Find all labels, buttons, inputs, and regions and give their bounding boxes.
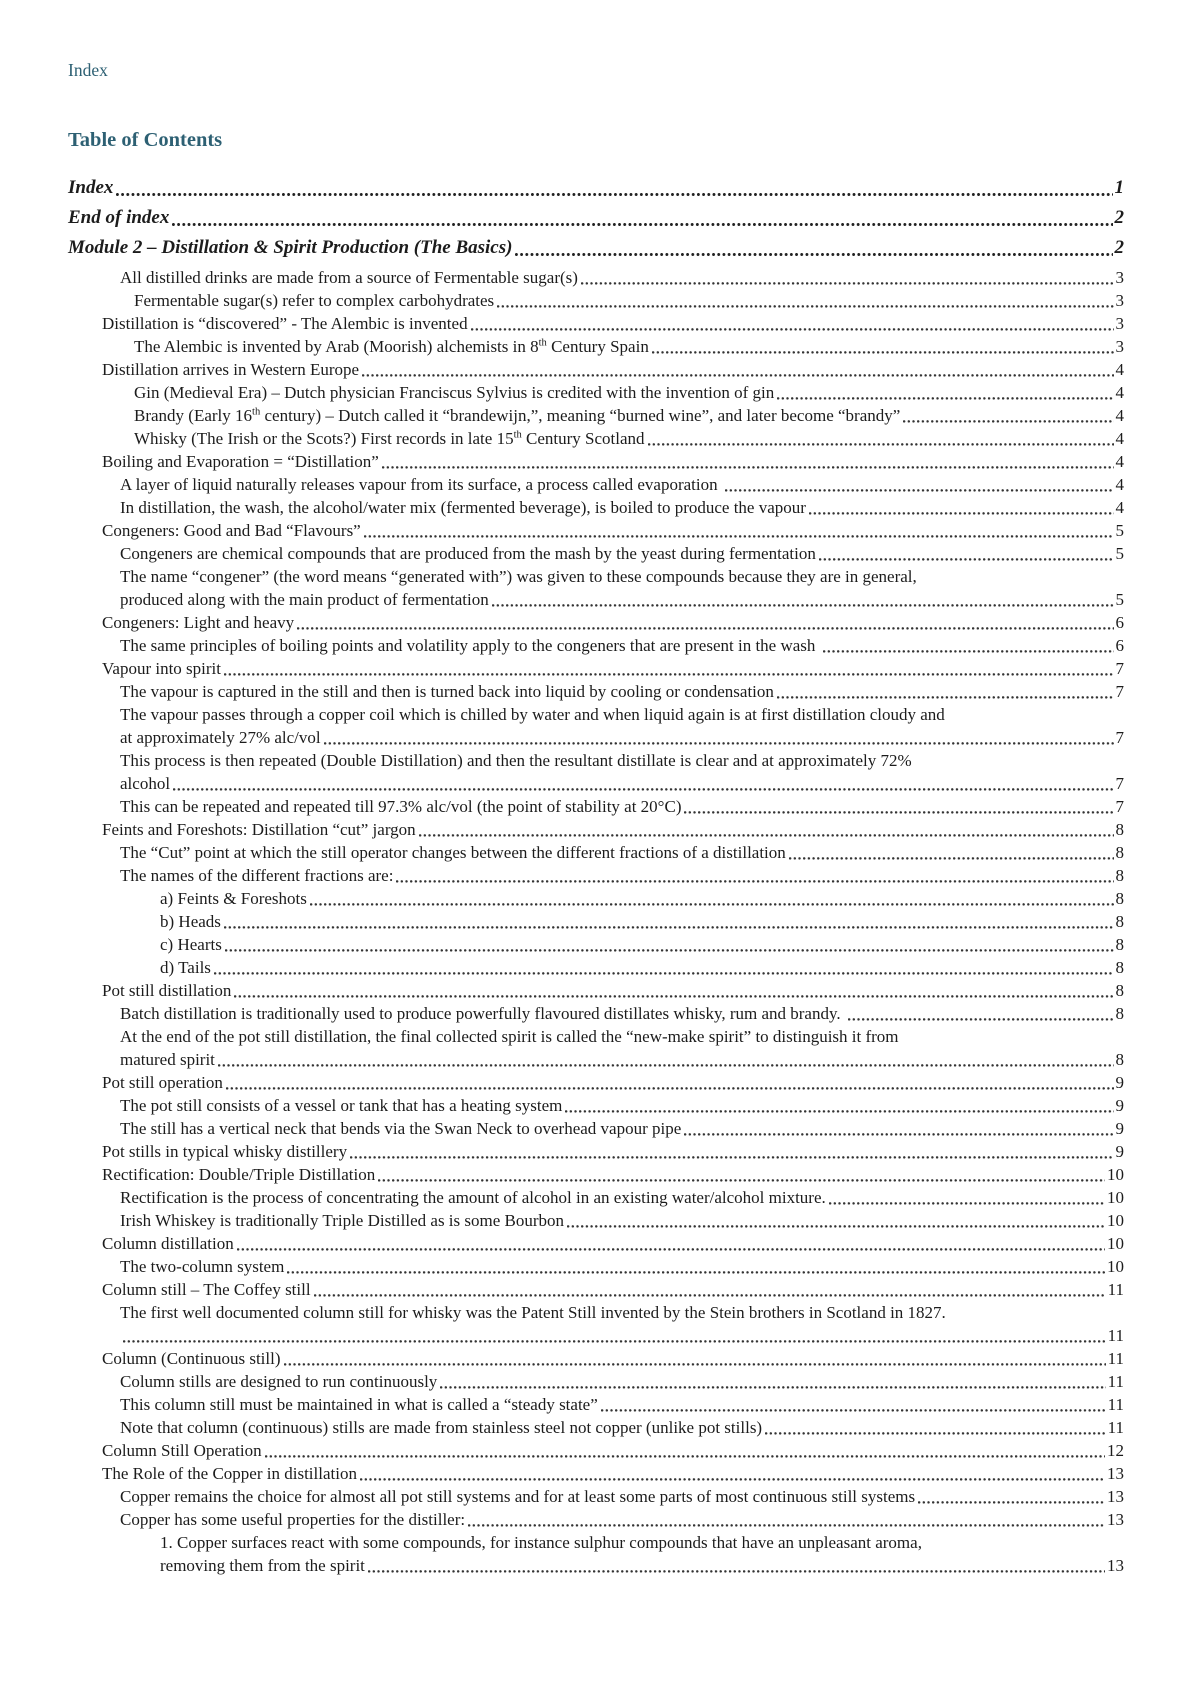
toc-line [102, 1071, 1124, 1094]
toc-entry-text: Copper has some useful properties for the distiller: [120, 1510, 466, 1529]
page-number: 10 [1107, 1165, 1124, 1184]
dot-leader [684, 1133, 1113, 1136]
page-number: 11 [1107, 1395, 1124, 1414]
toc-entry[interactable] [68, 864, 1124, 887]
page-number: 13 [1107, 1510, 1124, 1529]
toc-entry-text: Index [68, 177, 114, 198]
page-number: 8 [1115, 912, 1124, 931]
toc-entry-text: Column still – The Coffey still [102, 1280, 311, 1299]
toc-line [102, 1347, 1124, 1370]
toc-entry-text: In distillation, the wash, the alcohol/water mix (fermented beverage), is boiled to produce the vapour [120, 498, 806, 517]
toc-entry[interactable] [68, 657, 1124, 680]
page-number: 8 [1115, 866, 1124, 885]
toc-line [68, 236, 1124, 260]
toc-entry[interactable] [68, 496, 1124, 519]
toc-entry[interactable] [68, 956, 1124, 979]
dot-leader [214, 972, 1114, 975]
toc-line [120, 1255, 1124, 1278]
page-number: 11 [1107, 1372, 1124, 1391]
superscript-text: th [513, 429, 522, 441]
toc-entry[interactable] [68, 749, 1124, 795]
toc-entry[interactable] [68, 1462, 1124, 1485]
toc-entry-text: The vapour passes through a copper coil which is chilled by water and when liquid again is at first distillation cloudy and [120, 705, 945, 724]
page-number: 11 [1107, 1280, 1124, 1299]
toc-line [68, 176, 1124, 200]
toc-line [102, 519, 1124, 542]
page-number: 2 [1114, 207, 1124, 228]
toc-entry-text: b) Heads [160, 912, 221, 931]
toc-entry-text: The vapour is captured in the still and then is turned back into liquid by cooling or condensation [120, 682, 774, 701]
toc-entry[interactable] [68, 206, 1124, 230]
dot-leader [725, 489, 1114, 492]
page-number: 8 [1115, 935, 1124, 954]
toc-line [120, 588, 1124, 611]
toc-entry[interactable] [68, 289, 1124, 312]
dot-leader [829, 1202, 1105, 1205]
page-number: 11 [1107, 1326, 1124, 1345]
page-number: 3 [1115, 268, 1124, 287]
toc-entry-text: Congeners: Light and heavy [102, 613, 295, 632]
page-number: 8 [1115, 843, 1124, 862]
page-number: 5 [1115, 544, 1124, 563]
page-number: 4 [1115, 498, 1124, 517]
toc-entry-text: removing them from the spirit [160, 1556, 365, 1575]
toc-line [120, 1508, 1124, 1531]
page-number: 13 [1107, 1556, 1124, 1575]
dot-leader [237, 1248, 1105, 1251]
dot-leader [284, 1363, 1106, 1366]
toc-line [120, 749, 1124, 772]
toc-entry[interactable] [68, 1232, 1124, 1255]
toc-line [160, 910, 1124, 933]
dot-leader [492, 604, 1114, 607]
toc-entry-text: produced along with the main product of fermentation [120, 590, 489, 609]
toc-entry-text: Feints and Foreshots: Distillation “cut” jargon [102, 820, 416, 839]
page-number: 8 [1115, 1004, 1124, 1023]
toc-entry-text: A layer of liquid naturally releases vapour from its surface, a process called evaporation [120, 475, 722, 494]
toc-entry[interactable] [68, 358, 1124, 381]
toc-entry[interactable] [68, 381, 1124, 404]
dot-leader [903, 420, 1113, 423]
toc-line [120, 1094, 1124, 1117]
toc-entry[interactable] [68, 335, 1124, 358]
page-number: 7 [1115, 774, 1124, 793]
toc-line [160, 1554, 1124, 1577]
toc-line [120, 1485, 1124, 1508]
toc-entry-text: Column Still Operation [102, 1441, 262, 1460]
toc-entry-text: c) Hearts [160, 935, 222, 954]
dot-leader [123, 1340, 1106, 1343]
dot-leader [350, 1156, 1113, 1159]
toc-line [160, 887, 1124, 910]
toc-line [120, 266, 1124, 289]
page-number: 6 [1115, 636, 1124, 655]
toc-line [134, 381, 1124, 404]
toc-line [120, 1370, 1124, 1393]
toc-entry-text: This can be repeated and repeated till 97.3% alc/vol (the point of stability at 20°C) [120, 797, 682, 816]
toc-line [120, 1002, 1124, 1025]
dot-leader [789, 857, 1114, 860]
dot-leader [648, 443, 1114, 446]
page-number: 8 [1115, 958, 1124, 977]
page-number: 5 [1115, 590, 1124, 609]
toc-entry[interactable] [68, 1255, 1124, 1278]
toc-entry-text: All distilled drinks are made from a source of Fermentable sugar(s) [120, 268, 578, 287]
superscript-text: th [252, 406, 261, 418]
page-number: 2 [1114, 237, 1124, 258]
dot-leader [368, 1570, 1105, 1573]
dot-leader [468, 1524, 1105, 1527]
page-number: 4 [1115, 429, 1124, 448]
toc-entry-text: a) Feints & Foreshots [160, 889, 307, 908]
toc-line [120, 1209, 1124, 1232]
toc-line [102, 979, 1124, 1002]
dot-leader [471, 328, 1114, 331]
toc-line [120, 680, 1124, 703]
toc-entry[interactable] [68, 1209, 1124, 1232]
toc-entry-text: End of index [68, 207, 170, 228]
toc-entry-text: 1. Copper surfaces react with some compounds, for instance sulphur compounds that have an unpleasant aroma, [160, 1533, 922, 1552]
toc-entry[interactable] [68, 1094, 1124, 1117]
page-number: 7 [1115, 682, 1124, 701]
toc-entry-text: Module 2 – Distillation & Spirit Production (The Basics) [68, 237, 513, 258]
toc-entry[interactable] [68, 1301, 1124, 1347]
page-number: 8 [1115, 981, 1124, 1000]
toc-entry[interactable] [68, 1117, 1124, 1140]
toc-entry[interactable] [68, 703, 1124, 749]
toc-line [120, 565, 1124, 588]
toc-entry[interactable] [68, 236, 1124, 260]
toc-entry-text: Brandy (Early 16th century) – Dutch called it “brandewijn,”, meaning “burned wine”, and later become “brandy” [134, 406, 901, 425]
toc-line [120, 1117, 1124, 1140]
toc-line [102, 1140, 1124, 1163]
page-number: 3 [1115, 291, 1124, 310]
toc-line [160, 956, 1124, 979]
toc-line [134, 427, 1124, 450]
toc-line [102, 611, 1124, 634]
dot-leader [116, 193, 1112, 196]
page-number: 7 [1115, 659, 1124, 678]
dot-leader [173, 788, 1113, 791]
toc-line [120, 772, 1124, 795]
toc-entry[interactable] [68, 910, 1124, 933]
toc-entry-text: Irish Whiskey is traditionally Triple Distilled as is some Bourbon [120, 1211, 565, 1230]
toc-line [120, 795, 1124, 818]
toc-line [120, 634, 1124, 657]
toc-entry[interactable] [68, 933, 1124, 956]
page-number: 11 [1107, 1418, 1124, 1437]
dot-leader [684, 811, 1113, 814]
toc-line [102, 657, 1124, 680]
page-number: 3 [1115, 337, 1124, 356]
page-number: 5 [1115, 521, 1124, 540]
toc-entry-text: Pot stills in typical whisky distillery [102, 1142, 348, 1161]
dot-leader [314, 1294, 1106, 1297]
dot-leader [360, 1478, 1105, 1481]
toc-entry-text: Vapour into spirit [102, 659, 221, 678]
dot-leader [819, 558, 1114, 561]
toc-entry-text: The first well documented column still for whisky was the Patent Still invented by the Stein brothers in Scotland in 1827. [120, 1303, 946, 1322]
toc-entry-text: The Role of the Copper in distillation [102, 1464, 357, 1483]
toc-entry[interactable] [68, 1393, 1124, 1416]
toc-entry-text: Batch distillation is traditionally used to produce powerfully flavoured distillates whisky, rum and brandy. [120, 1004, 845, 1023]
page-number: 4 [1115, 383, 1124, 402]
toc-entry[interactable] [68, 1347, 1124, 1370]
toc-line [120, 496, 1124, 519]
dot-leader [265, 1455, 1105, 1458]
toc-entry[interactable] [68, 1439, 1124, 1462]
page-number: 10 [1107, 1257, 1124, 1276]
toc-entry[interactable] [68, 634, 1124, 657]
dot-leader [823, 650, 1114, 653]
toc-entry-text: Pot still operation [102, 1073, 223, 1092]
dot-leader [652, 351, 1114, 354]
toc-line [102, 1232, 1124, 1255]
toc-entry[interactable] [68, 176, 1124, 200]
toc-line [120, 473, 1124, 496]
dot-leader [440, 1386, 1105, 1389]
toc-entry-text: This column still must be maintained in what is called a “steady state” [120, 1395, 598, 1414]
toc-entry[interactable] [68, 1002, 1124, 1025]
toc-entry[interactable] [68, 887, 1124, 910]
toc-line [120, 864, 1124, 887]
toc-entry-text: Column stills are designed to run continuously [120, 1372, 438, 1391]
dot-leader [567, 1225, 1105, 1228]
toc-entry-text: Distillation is “discovered” - The Alembic is invented [102, 314, 468, 333]
dot-leader [777, 397, 1113, 400]
page-number: 13 [1107, 1464, 1124, 1483]
dot-leader [765, 1432, 1106, 1435]
page-number: 9 [1115, 1119, 1124, 1138]
toc-entry[interactable] [68, 1071, 1124, 1094]
toc-entry-text: This process is then repeated (Double Distillation) and then the resultant distillate is clear and at approximately 72% [120, 751, 912, 770]
toc-entry-text: Column distillation [102, 1234, 234, 1253]
page-number: 10 [1107, 1188, 1124, 1207]
dot-leader [515, 253, 1112, 256]
page-number: 8 [1115, 820, 1124, 839]
dot-leader [224, 673, 1114, 676]
toc-entry-text: At the end of the pot still distillation, the final collected spirit is called the “new-make spirit” to distinguish it from [120, 1027, 899, 1046]
dot-leader [364, 535, 1114, 538]
toc-entry[interactable] [68, 1140, 1124, 1163]
superscript-text: th [538, 337, 547, 349]
toc-entry[interactable] [68, 1508, 1124, 1531]
page-number: 9 [1115, 1142, 1124, 1161]
dot-leader [601, 1409, 1106, 1412]
dot-leader [287, 1271, 1105, 1274]
dot-leader [382, 466, 1114, 469]
dot-leader [809, 512, 1114, 515]
toc-line [134, 404, 1124, 427]
toc-entry[interactable] [68, 979, 1124, 1002]
toc-line [120, 1301, 1124, 1324]
toc-entry[interactable] [68, 519, 1124, 542]
toc-entry-text: The names of the different fractions are: [120, 866, 394, 885]
toc-line [120, 726, 1124, 749]
toc-entry-text: alcohol [120, 774, 171, 793]
dot-leader [565, 1110, 1113, 1113]
page-number: 10 [1107, 1211, 1124, 1230]
toc-entry-text: Distillation arrives in Western Europe [102, 360, 360, 379]
toc-entry[interactable] [68, 795, 1124, 818]
page-number: 4 [1115, 452, 1124, 471]
toc-title: Table of Contents [68, 129, 223, 151]
toc-line [134, 289, 1124, 312]
dot-leader [581, 282, 1114, 285]
toc-entry[interactable] [68, 404, 1124, 427]
dot-leader [234, 995, 1113, 998]
toc-entry-text: The still has a vertical neck that bends via the Swan Neck to overhead vapour pipe [120, 1119, 682, 1138]
toc-line [120, 1186, 1124, 1209]
toc-line [102, 1462, 1124, 1485]
toc-entry[interactable] [68, 1485, 1124, 1508]
toc-entry-text: Copper remains the choice for almost all pot still systems and for at least some parts of most continuous still systems [120, 1487, 916, 1506]
toc-entry-text: Congeners: Good and Bad “Flavours” [102, 521, 361, 540]
page-number: 8 [1115, 1050, 1124, 1069]
toc-line [120, 1048, 1124, 1071]
toc-entry-text: Gin (Medieval Era) – Dutch physician Franciscus Sylvius is credited with the invention of gin [134, 383, 775, 402]
toc-line [134, 335, 1124, 358]
toc-line [120, 542, 1124, 565]
page-number: 8 [1115, 889, 1124, 908]
dot-leader [324, 742, 1114, 745]
toc-line [102, 450, 1124, 473]
toc-entry[interactable] [68, 473, 1124, 496]
dot-leader [224, 926, 1114, 929]
dot-leader [848, 1018, 1114, 1021]
toc-entry[interactable] [68, 1416, 1124, 1439]
page-number: 4 [1115, 475, 1124, 494]
toc-entries [68, 176, 1124, 1577]
page-number: 11 [1107, 1349, 1124, 1368]
dot-leader [918, 1501, 1105, 1504]
toc-line [120, 1324, 1124, 1347]
toc-entry-text: The same principles of boiling points and volatility apply to the congeners that are present in the wash [120, 636, 820, 655]
dot-leader [497, 305, 1113, 308]
toc-entry-text: Note that column (continuous) stills are made from stainless steel not copper (unlike pot stills) [120, 1418, 763, 1437]
page-number: 3 [1115, 314, 1124, 333]
toc-line [120, 841, 1124, 864]
dot-leader [378, 1179, 1105, 1182]
toc-entry-text: The two-column system [120, 1257, 285, 1276]
dot-leader [218, 1064, 1114, 1067]
page-number: 9 [1115, 1073, 1124, 1092]
toc-line [68, 206, 1124, 230]
toc-entry[interactable] [68, 427, 1124, 450]
dot-leader [297, 627, 1113, 630]
toc-entry[interactable] [68, 611, 1124, 634]
page-number: 12 [1107, 1441, 1124, 1460]
toc-entry-text: Whisky (The Irish or the Scots?) First records in late 15th Century Scotland [134, 429, 645, 448]
toc-entry-text: Rectification: Double/Triple Distillation [102, 1165, 376, 1184]
toc-entry[interactable] [68, 312, 1124, 335]
toc-line [102, 1439, 1124, 1462]
toc-line [160, 1531, 1124, 1554]
page-number: 9 [1115, 1096, 1124, 1115]
page-number: 6 [1115, 613, 1124, 632]
toc-entry-text: Column (Continuous still) [102, 1349, 281, 1368]
toc-entry-text: The name “congener” (the word means “generated with”) was given to these compounds because they are in general, [120, 567, 917, 586]
toc-entry[interactable] [68, 565, 1124, 611]
toc-line [120, 1025, 1124, 1048]
toc-entry-text: Pot still distillation [102, 981, 232, 1000]
toc-line [102, 1278, 1124, 1301]
dot-leader [419, 834, 1114, 837]
toc-line [160, 933, 1124, 956]
toc-entry[interactable] [68, 1370, 1124, 1393]
toc-entry[interactable] [68, 680, 1124, 703]
index-heading: Index [68, 60, 108, 80]
page-number: 4 [1115, 360, 1124, 379]
dot-leader [172, 223, 1112, 226]
dot-leader [362, 374, 1113, 377]
toc-entry[interactable] [68, 1186, 1124, 1209]
toc-entry-text: The Alembic is invented by Arab (Moorish) alchemists in 8th Century Spain [134, 337, 649, 356]
toc-entry[interactable] [68, 266, 1124, 289]
page-number: 7 [1115, 728, 1124, 747]
toc-entry-text: d) Tails [160, 958, 211, 977]
page-number: 7 [1115, 797, 1124, 816]
toc-line [102, 818, 1124, 841]
dot-leader [226, 1087, 1114, 1090]
toc-entry[interactable] [68, 1025, 1124, 1071]
toc-line [102, 312, 1124, 335]
toc-entry-text: Rectification is the process of concentrating the amount of alcohol in an existing water/alcohol mixture. [120, 1188, 826, 1207]
page-number: 4 [1115, 406, 1124, 425]
toc-entry-text: Congeners are chemical compounds that are produced from the mash by the yeast during fermentation [120, 544, 816, 563]
page-number: 1 [1114, 177, 1124, 198]
dot-leader [225, 949, 1114, 952]
page-number: 10 [1107, 1234, 1124, 1253]
toc-entry[interactable] [68, 1278, 1124, 1301]
toc-entry[interactable] [68, 1531, 1124, 1577]
toc-entry-text: matured spirit [120, 1050, 215, 1069]
toc-entry-text: The “Cut” point at which the still operator changes between the different fractions of a distillation [120, 843, 786, 862]
toc-entry-text: at approximately 27% alc/vol [120, 728, 321, 747]
toc-line [102, 1163, 1124, 1186]
toc-line [102, 358, 1124, 381]
toc-line [120, 1416, 1124, 1439]
toc-entry[interactable] [68, 818, 1124, 841]
page-number: 13 [1107, 1487, 1124, 1506]
toc-entry-text: Fermentable sugar(s) refer to complex carbohydrates [134, 291, 495, 310]
dot-leader [777, 696, 1114, 699]
toc-line [120, 703, 1124, 726]
toc-entry[interactable] [68, 1163, 1124, 1186]
toc-entry-text: The pot still consists of a vessel or tank that has a heating system [120, 1096, 563, 1115]
dot-leader [310, 903, 1114, 906]
toc-entry-text: Boiling and Evaporation = “Distillation” [102, 452, 379, 471]
toc-entry[interactable] [68, 841, 1124, 864]
toc-entry[interactable] [68, 542, 1124, 565]
toc-entry[interactable] [68, 450, 1124, 473]
toc-line [120, 1393, 1124, 1416]
dot-leader [396, 880, 1113, 883]
